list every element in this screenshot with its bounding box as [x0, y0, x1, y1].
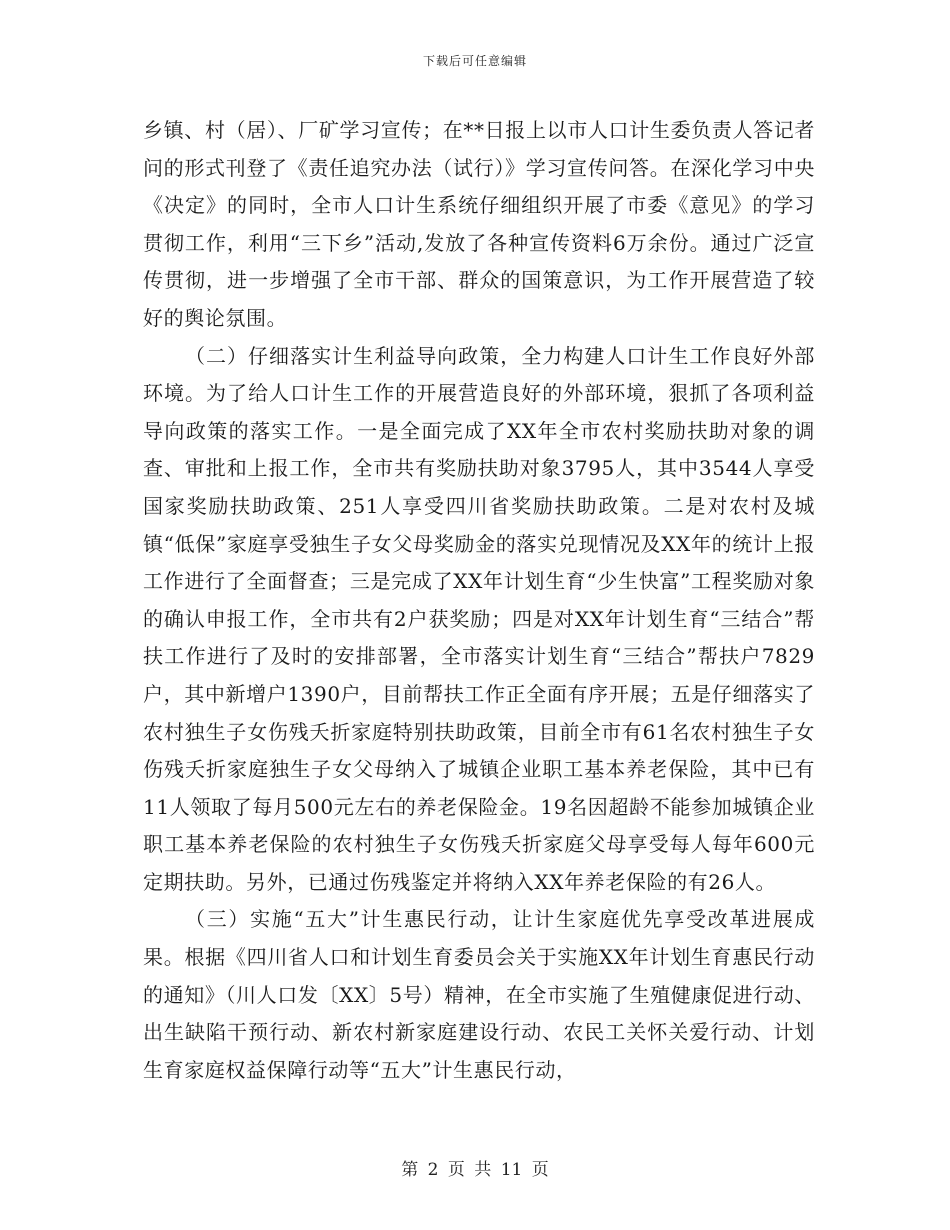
document-body: [143, 112, 815, 1089]
paragraph-section-2: （二）仔细落实计生利益导向政策，全力构建人口计生工作良好外部环境。为了给人口计生工作的开展营造良好的外部环境，狠抓了各项利益导向政策的落实工作。一是全面完成了XX年全市农村奖励扶助对象的调查、审批和上报工作，全市共有奖励扶助对象3795人，其中3544人享受国家奖励扶助政策、251人享受四川省奖励扶助政策。二是对农村及城镇“低保”家庭享受独生子女父母奖励金的落实兑现情况及XX年的统计上报工作进行了全面督查；三是完成了XX年计划生育“少生快富”工程奖励对象的确认申报工作，全市共有2户获奖励；四是对XX年计划生育“三结合”帮扶工作进行了及时的安排部署，全市落实计划生育“三结合”帮扶户7829户，其中新增户1390户，目前帮扶工作正全面有序开展；五是仔细落实了农村独生子女伤残夭折家庭特别扶助政策，目前全市有61名农村独生子女伤残夭折家庭独生子女父母纳入了城镇企业职工基本养老保险，其中已有11人领取了每月500元左右的养老保险金。19名因超龄不能参加城镇企业职工基本养老保险的农村独生子女伤残夭折家庭父母享受每人每年600元定期扶助。另外，已通过伤残鉴定并将纳入XX年养老保险的有26人。: [143, 343, 815, 894]
paragraph-continuation: 乡镇、村（居）、厂矿学习宣传；在**日报上以市人口计生委负责人答记者问的形式刊登了《责任追究办法（试行）》学习宣传问答。在深化学习中央《决定》的同时，全市人口计生系统仔细组织开展了市委《意见》的学习贯彻工作，利用“三下乡”活动,发放了各种宣传资料6万余份。通过广泛宣传贯彻，进一步增强了全市干部、群众的国策意识，为工作开展营造了较好的舆论氛围。: [143, 118, 815, 330]
header-note: 下载后可任意编辑: [422, 54, 527, 68]
paragraph-section-3: （三）实施“五大”计生惠民行动，让计生家庭优先享受改革进展成果。根据《四川省人口和计划生育委员会关于实施XX年计划生育惠民行动的通知》（川人口发〔XX〕5号）精神，在全市实施了生殖健康促进行动、出生缺陷干预行动、新农村新家庭建设行动、农民工关怀关爱行动、计划生育家庭权益保障行动等“五大”计生惠民行动，: [143, 907, 815, 1082]
page-footer: 第 2 页 共 11 页: [401, 1160, 549, 1180]
